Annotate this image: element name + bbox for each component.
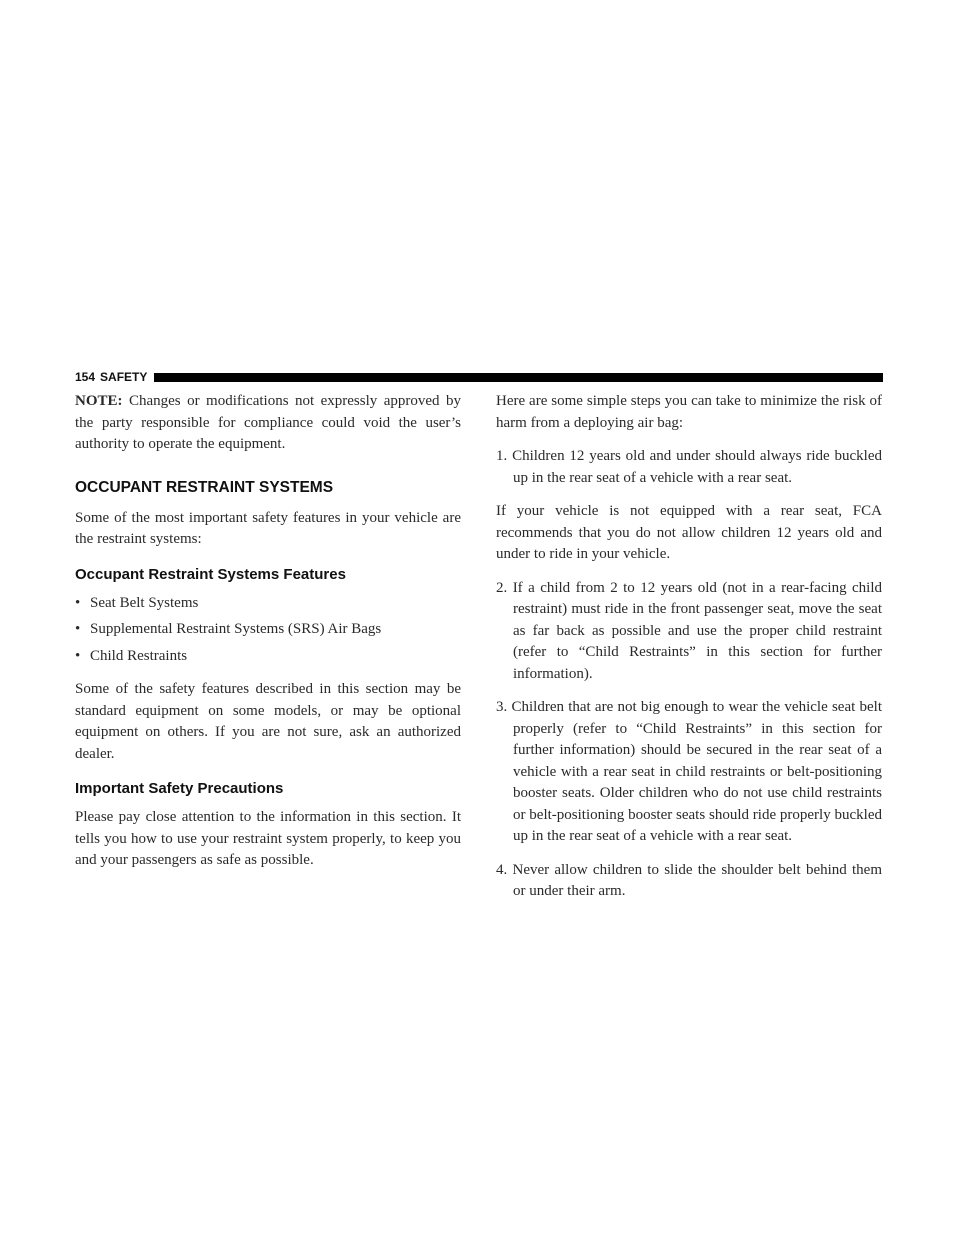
left-column (75, 391, 461, 884)
no-rear-seat-paragraph: If your vehicle is not equipped with a rear seat, FCA recommends that you do not allow children 12 years old and under to ride in your vehicle. (496, 503, 882, 562)
features-note-paragraph: Some of the safety features described in this section may be standard equipment on some models, or may be optional equipment on others. If you are not sure, ask an authorized dealer. (75, 681, 461, 762)
step-text: If a child from 2 to 12 years old (not in a rear-facing child restraint) must ride in the front passenger seat, move the seat as far back as possible and use the proper child restraint (refer to “Child Restraints” in this section for further information). (512, 579, 882, 682)
step-number: 1. (496, 448, 508, 464)
step-number: 2. (496, 579, 508, 596)
step-number: 4. (496, 861, 508, 878)
steps-intro-paragraph: Here are some simple steps you can take to minimize the risk of harm from a deploying air bag: (496, 393, 882, 431)
step-number: 3. (496, 699, 508, 715)
list-item (496, 860, 882, 903)
header-text (75, 370, 152, 384)
intro-paragraph: Some of the most important safety features in your vehicle are the restraint systems: (75, 509, 461, 547)
note-label: NOTE: (75, 393, 123, 409)
heading-precautions: Important Safety Precautions (75, 780, 284, 797)
list-item (496, 446, 882, 489)
right-column (496, 391, 882, 915)
header-rule (154, 373, 883, 382)
steps-list-b (496, 578, 882, 903)
step-text: Never allow children to slide the shoulder belt behind them or under their arm. (512, 861, 882, 899)
steps-list-a (496, 446, 882, 489)
page-number: 154 (75, 370, 96, 384)
section-title: SAFETY (100, 370, 148, 384)
list-item (496, 578, 882, 686)
heading-occupant-restraint-systems: OCCUPANT RESTRAINT SYSTEMS (75, 478, 334, 496)
note-text: Changes or modifications not expressly approved by the party responsible for compliance could void the user’s authority to operate the equipment. (75, 393, 461, 452)
note-paragraph (75, 391, 461, 456)
step-text: Children that are not big enough to wear the vehicle seat belt properly (refer to “Child Restraints” in this section for further information) should be secured in the rear seat of a vehicle with a rear seat in child restraints or belt-positioning booster seats. Older children who do not use child restraints or belt-positioning booster seats should ride properly buckled up in the rear seat of a vehicle with a rear seat. (511, 699, 883, 844)
page-header (75, 369, 883, 385)
list-item: • Seat Belt Systems (75, 593, 461, 615)
features-list (75, 593, 461, 668)
list-item: • Supplemental Restraint Systems (SRS) Air Bags (75, 619, 461, 641)
heading-features: Occupant Restraint Systems Features (75, 565, 346, 583)
precautions-paragraph: Please pay close attention to the information in this section. It tells you how to use your restraint system properly, to keep you and your passengers as safe as possible. (75, 809, 461, 868)
list-item (496, 697, 882, 848)
list-item: • Child Restraints (75, 646, 461, 668)
step-text: Children 12 years old and under should always ride buckled up in the rear seat of a vehicle with a rear seat. (512, 448, 882, 486)
